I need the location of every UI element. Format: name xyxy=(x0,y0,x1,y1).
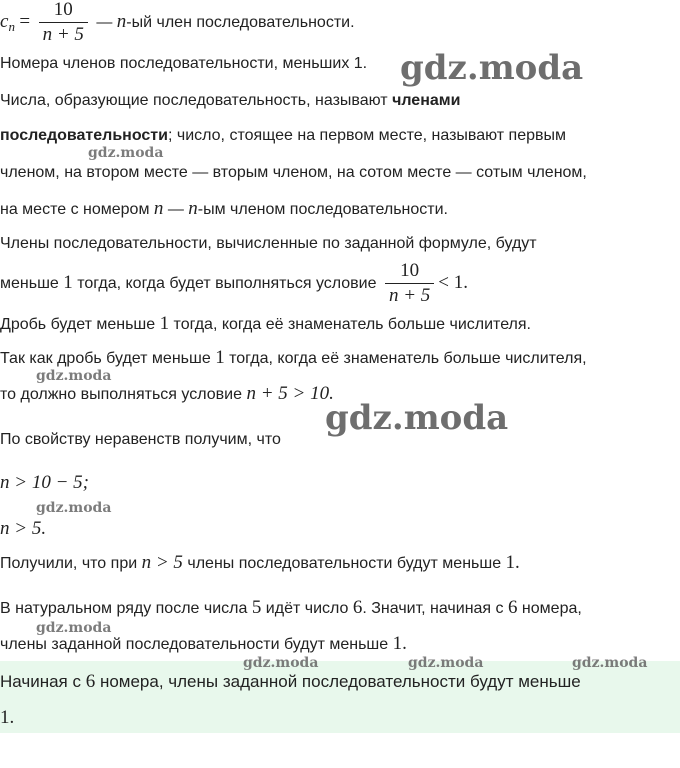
text-line-6 xyxy=(0,199,448,220)
inequality-1: n > 10 − 5; xyxy=(0,472,89,493)
line6-c: -ым членом последовательности. xyxy=(197,201,448,218)
line6-b: — xyxy=(163,201,189,218)
text-line-16 xyxy=(0,598,582,619)
line8-a: меньше xyxy=(0,275,64,292)
text-line-7: Члены последовательности, вычисленные по заданной формуле, будут xyxy=(0,235,537,252)
watermark-logo: gdz.moda xyxy=(325,398,509,438)
line11-a: то должно выполняться условие xyxy=(0,386,247,403)
line8-c: < 1. xyxy=(438,272,469,293)
line16-six2: 6 xyxy=(507,597,518,618)
line9-a: Дробь будет меньше xyxy=(0,316,160,333)
text-line-8 xyxy=(0,258,468,309)
formula-denominator: n + 5 xyxy=(39,22,88,45)
line16-a: В натуральном ряду после числа xyxy=(0,600,252,617)
answer-b: номера, члены заданной последовательности будут меньше xyxy=(95,672,581,691)
line6-a: на месте с номером xyxy=(0,201,154,218)
line16-six: 6 xyxy=(352,597,363,618)
formula-numerator: 10 xyxy=(53,0,73,21)
formula-c: c xyxy=(0,11,9,32)
line8-one: 1 xyxy=(63,272,73,293)
formula-tail: -ый член последовательности. xyxy=(126,14,355,31)
line4-text: ; число, стоящее на первом месте, называют первым xyxy=(167,127,567,144)
line6-n2: n xyxy=(188,198,198,219)
line10-one: 1 xyxy=(215,347,225,368)
line10-a: Так как дробь будет меньше xyxy=(0,350,216,367)
line6-n1: n xyxy=(153,198,164,219)
line3-text: Числа, образующие последовательность, называют xyxy=(0,92,393,109)
inequality-2: n > 5. xyxy=(0,518,47,539)
line11-math: n + 5 > 10. xyxy=(246,383,334,404)
text-line-10 xyxy=(0,348,587,369)
watermark-logo: gdz.moda xyxy=(243,655,319,671)
text-line-12: По свойству неравенств получим, что xyxy=(0,431,281,448)
text-line-9 xyxy=(0,314,531,335)
watermark-logo: gdz.moda xyxy=(400,48,584,88)
text-line-3 xyxy=(0,91,460,111)
text-line-4 xyxy=(0,126,566,146)
formula-sub: n xyxy=(8,19,15,35)
formula-n: n xyxy=(116,11,127,32)
watermark-logo: gdz.moda xyxy=(36,500,112,516)
condition-denominator: n + 5 xyxy=(385,283,434,306)
text-line-5: членом, на втором месте — вторым членом, на сотом месте — сотым членом, xyxy=(0,164,587,181)
line17-a: члены заданной последовательности будут меньше xyxy=(0,636,393,653)
text-line-17 xyxy=(0,634,407,655)
line16-c: . Значит, начиная с xyxy=(362,600,508,617)
line15-one: 1. xyxy=(505,552,520,573)
answer-line-1 xyxy=(0,672,581,692)
line15-math: n > 5 xyxy=(141,552,183,573)
line15-b: члены последовательности будут меньше xyxy=(182,555,506,572)
line9-b: тогда, когда её знаменатель больше числителя. xyxy=(169,316,531,333)
line10-b: тогда, когда её знаменатель больше числителя, xyxy=(224,350,587,367)
formula-line xyxy=(0,0,355,49)
formula-dash: — xyxy=(91,14,117,31)
line8-b: тогда, когда будет выполняться условие xyxy=(72,275,377,292)
line16-b: идёт число xyxy=(261,600,353,617)
answer-a: Начиная с xyxy=(0,672,86,691)
line15-a: Получили, что при xyxy=(0,555,142,572)
formula-fraction xyxy=(39,0,88,45)
answer-line-2: 1. xyxy=(0,707,15,728)
condition-fraction xyxy=(385,261,434,306)
text-line-2: Номера членов последовательности, меньших 1. xyxy=(0,55,368,72)
watermark-logo: gdz.moda xyxy=(572,655,648,671)
condition-numerator: 10 xyxy=(400,260,420,282)
line3-bold: членами xyxy=(392,92,461,109)
watermark-logo: gdz.moda xyxy=(408,655,484,671)
text-line-15 xyxy=(0,553,520,574)
line4-bold: последовательности xyxy=(0,127,168,144)
line16-five: 5 xyxy=(251,597,262,618)
line16-d: номера, xyxy=(517,600,582,617)
watermark-logo: gdz.moda xyxy=(36,368,112,384)
line9-one: 1 xyxy=(159,313,170,334)
watermark-logo: gdz.moda xyxy=(88,145,164,161)
line17-one: 1. xyxy=(392,633,407,654)
formula-eq: = xyxy=(19,11,31,32)
text-line-11 xyxy=(0,384,334,405)
watermark-logo: gdz.moda xyxy=(36,620,112,636)
answer-six: 6 xyxy=(85,671,96,692)
